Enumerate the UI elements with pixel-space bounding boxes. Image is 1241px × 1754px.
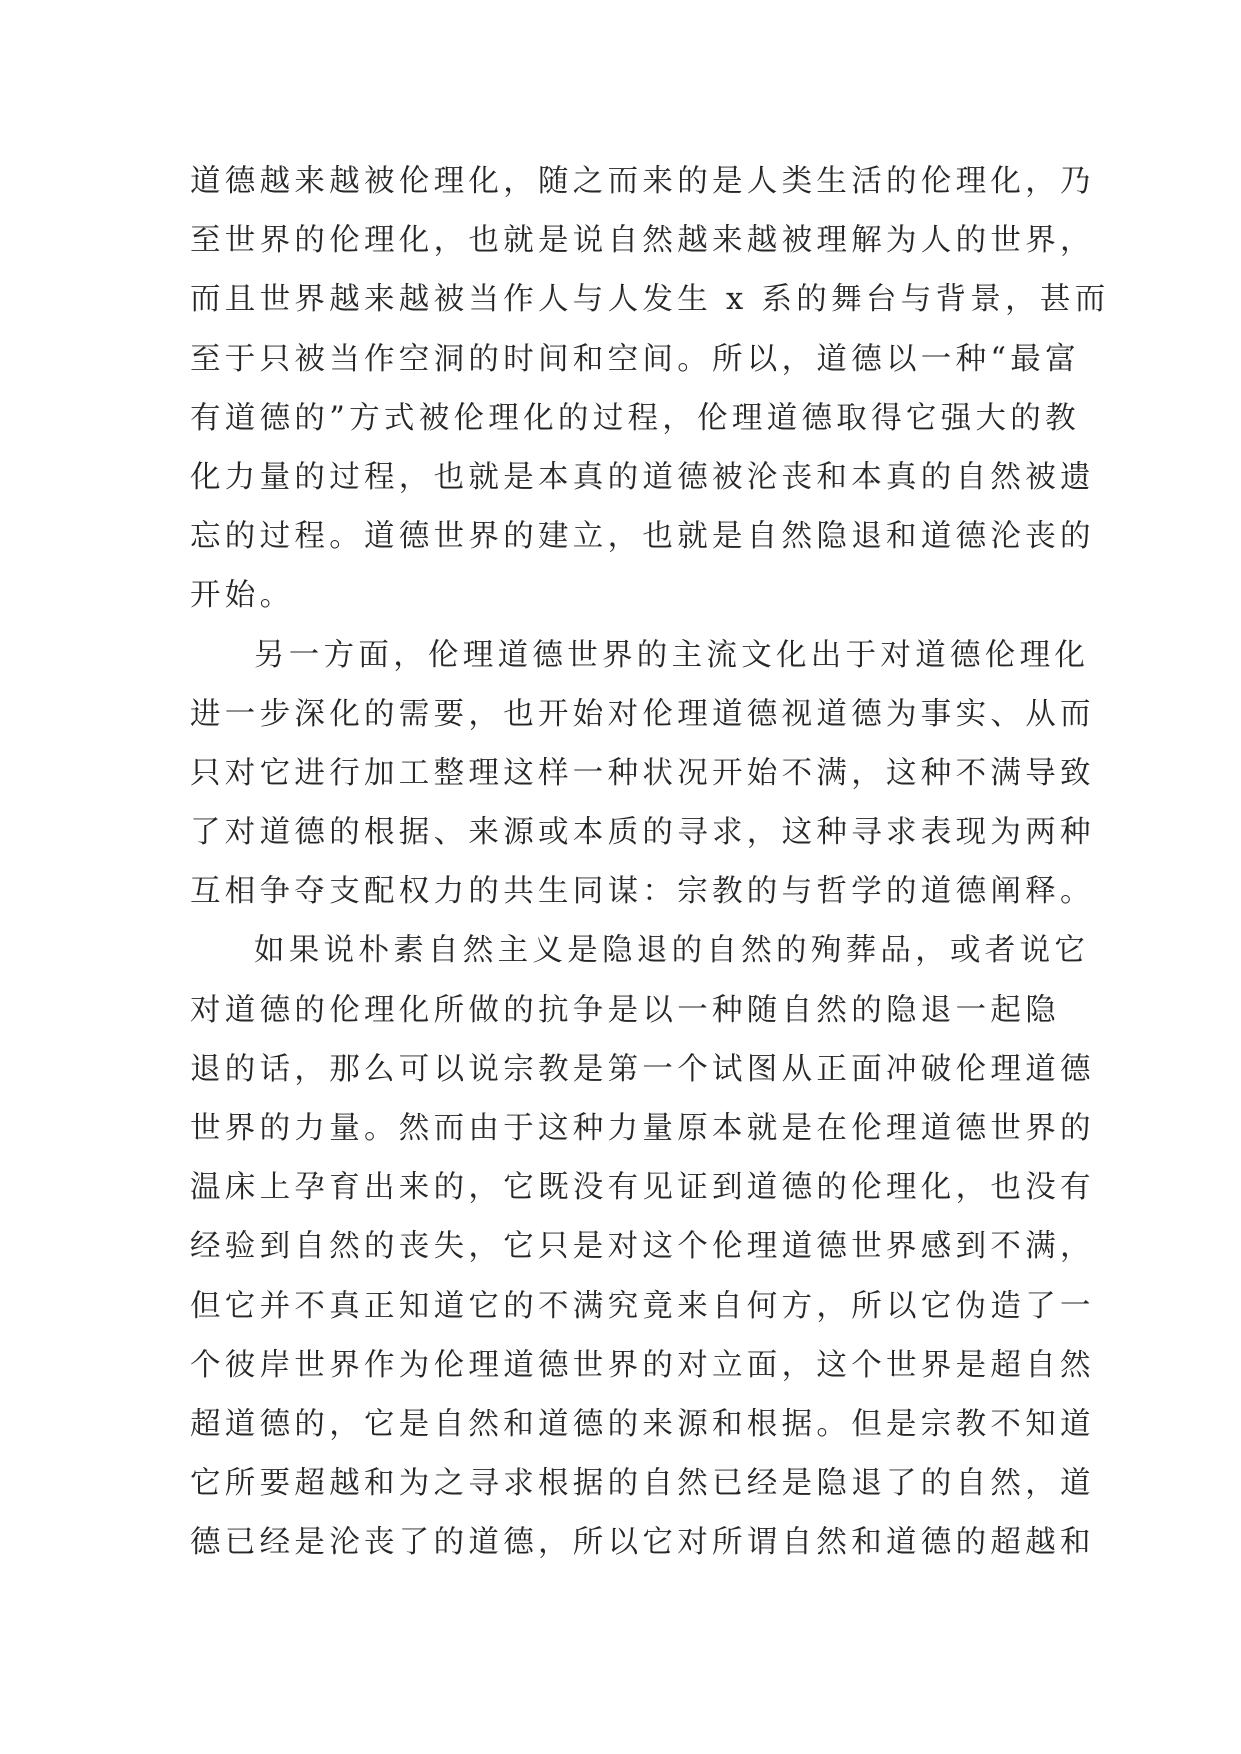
text-line: 互相争夺支配权力的共生同谋：宗教的与哲学的道德阐释。 bbox=[190, 874, 1095, 910]
text-line: 至世界的伦理化，也就是说自然越来越被理解为人的世界， bbox=[190, 223, 1095, 259]
text-line: 它所要超越和为之寻求根据的自然已经是隐退了的自然，道 bbox=[190, 1466, 1095, 1502]
text-line: 至于只被当作空洞的时间和空间。所以，道德以一种“最富 bbox=[190, 341, 1080, 377]
text-line: 德已经是沦丧了的道德，所以它对所谓自然和道德的超越和 bbox=[190, 1525, 1095, 1561]
text-line: 但它并不真正知道它的不满究竟来自何方，所以它伪造了一 bbox=[190, 1288, 1095, 1324]
body-text bbox=[190, 152, 1110, 1573]
text-line: 经验到自然的丧失，它只是对这个伦理道德世界感到不满， bbox=[190, 1229, 1095, 1265]
text-line: 进一步深化的需要，也开始对伦理道德视道德为事实、从而 bbox=[190, 696, 1095, 732]
text-line: 开始。 bbox=[190, 578, 295, 614]
text-line: 温床上孕育出来的，它既没有见证到道德的伦理化，也没有 bbox=[190, 1170, 1095, 1206]
text-line: 只对它进行加工整理这样一种状况开始不满，这种不满导致 bbox=[190, 755, 1095, 791]
text-line: 道德越来越被伦理化，随之而来的是人类生活的伦理化，乃 bbox=[190, 164, 1095, 199]
text-line: 个彼岸世界作为伦理道德世界的对立面，这个世界是超自然 bbox=[190, 1347, 1095, 1383]
text-line: 对道德的伦理化所做的抗争是以一种随自然的隐退一起隐 bbox=[190, 992, 1060, 1028]
paragraph-first-line: 另一方面，伦理道德世界的主流文化出于对道德伦理化 bbox=[254, 637, 1090, 673]
text-line: 忘的过程。道德世界的建立，也就是自然隐退和道德沦丧的 bbox=[190, 519, 1095, 555]
text-line: 退的话，那么可以说宗教是第一个试图从正面冲破伦理道德 bbox=[190, 1051, 1095, 1087]
text-line: 超道德的，它是自然和道德的来源和根据。但是宗教不知道 bbox=[190, 1406, 1095, 1442]
text-line: 了对道德的根据、来源或本质的寻求，这种寻求表现为两种 bbox=[190, 815, 1095, 851]
text-line: 世界的力量。然而由于这种力量原本就是在伦理道德世界的 bbox=[190, 1111, 1095, 1146]
text-line: 而且世界越来越被当作人与人发生 x 系的舞台与背景，甚而 bbox=[190, 282, 1110, 318]
text-line: 有道德的”方式被伦理化的过程，伦理道德取得它强大的教 bbox=[190, 400, 1080, 436]
text-line: 化力量的过程，也就是本真的道德被沦丧和本真的自然被遗 bbox=[190, 459, 1095, 495]
paragraph-first-line: 如果说朴素自然主义是隐退的自然的殉葬品，或者说它 bbox=[254, 933, 1090, 969]
